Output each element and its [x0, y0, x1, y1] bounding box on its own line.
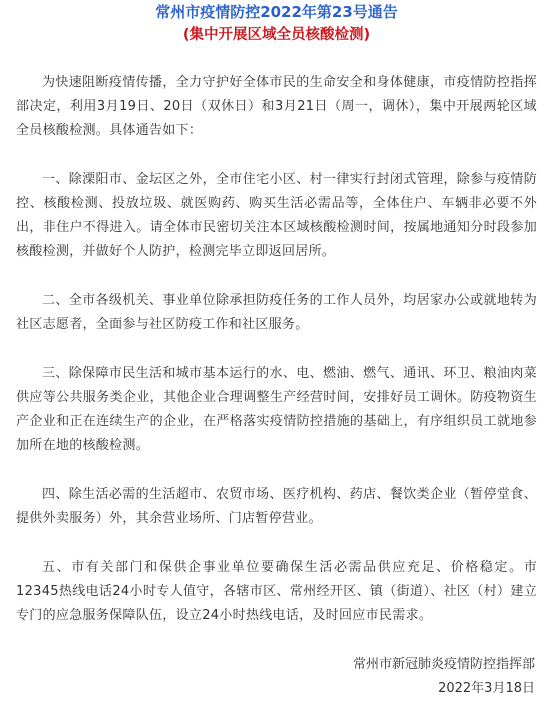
notice-body [16, 71, 537, 628]
notice-paragraph-4: 四、除生活必需的生活超市、农贸市场、医疗机构、药店、餐饮类企业（暂停堂食、提供外卖服务）外，其余营业场所、门店暂停营业。 [16, 487, 537, 526]
notice-paragraph-2: 二、全市各级机关、事业单位除承担防疫任务的工作人员外，均居家办公或就地转为社区志愿者，全面参与社区防疫工作和社区服务。 [16, 293, 537, 332]
notice-subtitle: (集中开展区域全员核酸检测) [182, 27, 371, 43]
notice-paragraph-intro: 为快速阻断疫情传播，全力守护好全体市民的生命安全和身体健康，市疫情防控指挥部决定，利用3月19日、20日（双休日）和3月21日（周一，调休），集中开展两轮区域全员核酸检测。具体通告如下： [16, 75, 537, 138]
notice-title: 常州市疫情防控2022年第23号通告 [155, 3, 398, 21]
notice-paragraph-1: 一、除溧阳市、金坛区之外，全市住宅小区、村一律实行封闭式管理，除参与疫情防控、核酸检测、投放垃圾、就医购药、购买生活必需品等，全体住户、车辆非必要不外出，非住户不得进入。请全体市民密切关注本区域核酸检测时间，按属地通知分时段参加核酸检测，并做好个人防护，检测完毕立即返回居所。 [16, 172, 537, 259]
notice-date: 2022年3月18日 [438, 681, 535, 696]
notice-page [0, 3, 553, 696]
notice-paragraph-5: 五、市有关部门和保供企事业单位要确保生活必需品供应充足、价格稳定。市12345热线电话24小时专人值守，各辖市区、常州经开区、镇（街道）、社区（村）建立专门的应急服务保障队伍，设立24小时热线电话，及时回应市民需求。 [16, 560, 537, 623]
notice-paragraph-3: 三、除保障市民生活和城市基本运行的水、电、燃油、燃气、通讯、环卫、粮油肉菜供应等公共服务类企业，其他企业合理调整生产经营时间，安排好员工调休。防疫物资生产企业和正在连续生产的企业，在严格落实疫情防控措施的基础上，有序组织员工就地参加所在地的核酸检测。 [16, 366, 537, 453]
notice-signature: 常州市新冠肺炎疫情防控指挥部 [352, 657, 535, 672]
